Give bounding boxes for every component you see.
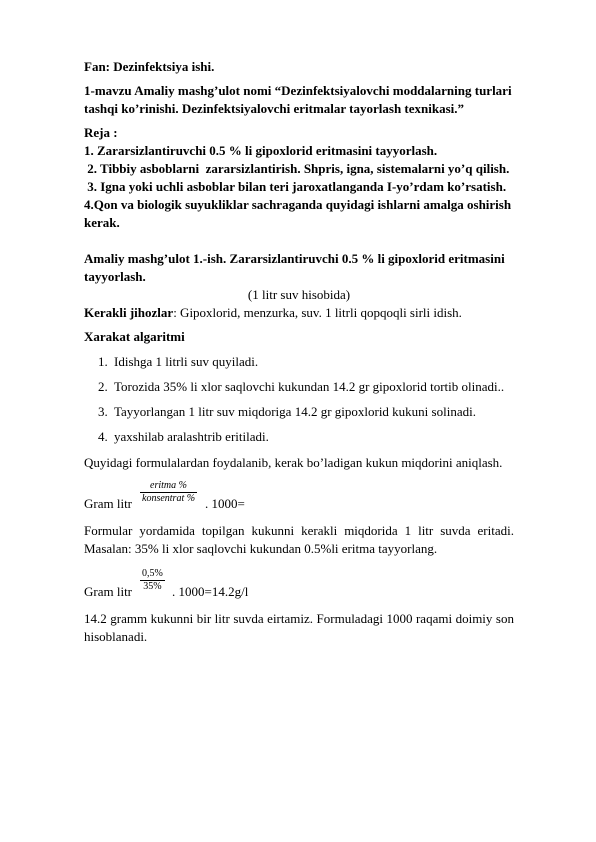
step-text: Idishga 1 litrli suv quyiladi. — [114, 354, 259, 369]
fraction-numerator: eritma % — [150, 480, 187, 491]
explanation-paragraph: Formular yordamida topilgan kukunni kerakli miqdorida 1 litr suvda eritadi. Masalan: 35% li xlor saqlovchi kukundan 0.5%li eritma tayyorlang. — [84, 523, 514, 556]
step-text: Torozida 35% li xlor saqlovchi kukundan 14.2 gr gipoxlorid tortib olinadi.. — [114, 379, 505, 394]
step-text: yaxshilab aralashtrib eritiladi. — [114, 429, 269, 444]
topic-title: 1-mavzu Amaliy mashg’ulot nomi “Dezinfektsiyalovchi moddalarning turlari tashqi ko’rinishi. Dezinfektsiyalovchi eritmalar tayorlash texnikasi.” — [84, 83, 512, 116]
plan-item: 4.Qon va biologik suyukliklar sachraganda quyidagi ishlarni amalga oshirish kerak. — [84, 197, 512, 230]
plan-title: Reja : — [84, 125, 118, 140]
conclusion-paragraph: 14.2 gramm kukunni bir litr suvda eirtamiz. Formuladagi 1000 raqami doimiy son hisoblanadi. — [84, 611, 514, 644]
formula-prefix: Gram litr — [84, 496, 133, 511]
formula-2 — [84, 568, 514, 602]
formula-prefix: Gram litr — [84, 584, 133, 599]
subject-line: Fan: Dezinfektsiya ishi. — [84, 59, 215, 74]
step-number: 3. — [98, 404, 108, 419]
blank-line — [84, 232, 514, 250]
fraction-numerator: 0,5% — [142, 568, 163, 579]
algorithm-steps — [84, 353, 514, 446]
document-page — [84, 58, 514, 646]
step-number: 1. — [98, 354, 108, 369]
step-text: Tayyorlangan 1 litr suv miqdoriga 14.2 gr gipoxlorid kukuni solinadi. — [114, 404, 476, 419]
plan-section — [84, 124, 514, 232]
section-subtitle: (1 litr suv hisobida) — [247, 287, 351, 302]
list-item — [98, 403, 514, 421]
equipment-line — [84, 304, 514, 322]
algorithm-title: Xarakat algaritmi — [84, 329, 185, 344]
formula-1 — [84, 480, 514, 514]
equipment-label: Kerakli jihozlar — [84, 305, 174, 320]
fraction-denominator: 35% — [140, 580, 165, 593]
list-item — [98, 353, 514, 371]
formula-intro: Quyidagi formulalardan foydalanib, kerak bo’ladigan kukun miqdorini aniqlash. — [84, 455, 503, 470]
list-item — [98, 428, 514, 446]
list-item — [98, 378, 514, 396]
fraction-denominator: konsentrat % — [142, 493, 196, 504]
formula-suffix: . 1000= — [205, 496, 245, 511]
step-number: 2. — [98, 379, 108, 394]
plan-item: 1. Zararsizlantiruvchi 0.5 % li gipoxlorid eritmasini tayyorlash. — [84, 143, 438, 158]
formula-suffix: . 1000=14.2g/l — [172, 584, 249, 599]
formula-fraction — [140, 568, 165, 593]
formula-fraction — [140, 480, 197, 505]
equipment-text: : Gipoxlorid, menzurka, suv. 1 litrli qopqoqli sirli idish. — [173, 305, 462, 320]
step-number: 4. — [98, 429, 108, 444]
plan-item: 2. Tibbiy asboblarni zararsizlantirish. Shpris, igna, sistemalarni yo’q qilish. — [84, 161, 510, 176]
section-title: Amaliy mashg’ulot 1.-ish. Zararsizlantiruvchi 0.5 % li gipoxlorid eritmasini tayyorlash. — [84, 251, 505, 284]
plan-item: 3. Igna yoki uchli asboblar bilan teri jaroxatlanganda I-yo’rdam ko’rsatish. — [84, 179, 507, 194]
